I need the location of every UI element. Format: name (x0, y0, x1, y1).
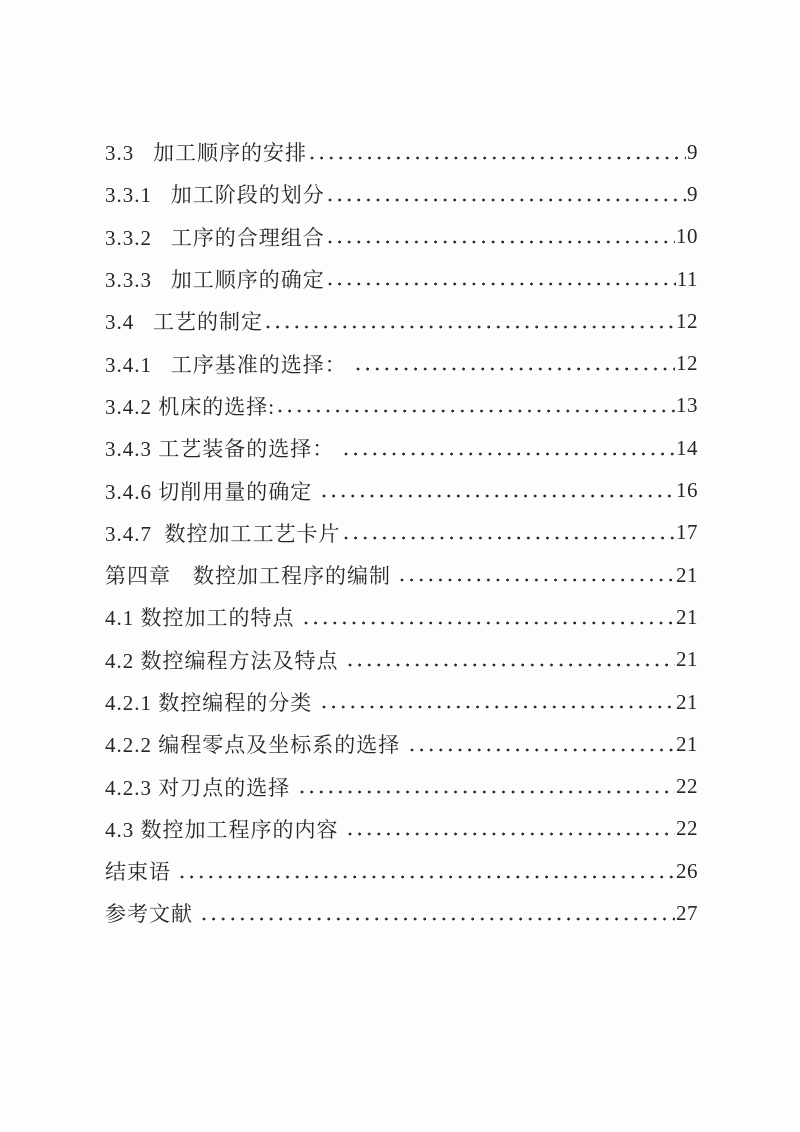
page-number: 27 (676, 900, 698, 925)
toc-row[interactable] (105, 723, 698, 765)
toc-row[interactable] (105, 512, 698, 554)
page-number: 26 (676, 858, 698, 883)
page-number: 22 (676, 816, 698, 841)
page-number: 22 (676, 774, 698, 799)
dot-leader (327, 173, 686, 215)
dot-leader (327, 216, 675, 258)
page-number: 9 (687, 139, 698, 164)
toc-row[interactable] (105, 300, 698, 342)
page-number: 13 (676, 393, 698, 418)
toc-entry-text: 3.4.6 切削用量的确定 (105, 479, 319, 504)
toc-row[interactable] (105, 681, 698, 723)
page-number: 21 (676, 731, 698, 756)
toc-entry-text: 3.4.7 数控加工工艺卡片 (105, 521, 341, 546)
toc-row[interactable] (105, 892, 698, 934)
toc-entry-text: 4.2.3 对刀点的选择 (105, 775, 297, 800)
toc-entry-text: 3.3.3 加工顺序的确定 (105, 268, 325, 293)
toc-row[interactable] (105, 639, 698, 681)
toc-row[interactable] (105, 342, 698, 384)
dot-leader (399, 554, 675, 596)
dot-leader (299, 765, 676, 807)
page-number: 17 (676, 520, 698, 545)
page-number: 21 (676, 689, 698, 714)
toc-entry-text: 4.2 数控编程方法及特点 (105, 648, 345, 673)
toc-row[interactable] (105, 469, 698, 511)
dot-leader (277, 385, 675, 427)
dot-leader (343, 512, 676, 554)
page-number: 12 (676, 351, 698, 376)
toc-entry-text: 结束语 (105, 860, 178, 885)
toc-entry-text: 3.4.2 机床的选择: (105, 394, 276, 419)
toc-row[interactable] (105, 173, 698, 215)
dot-leader (309, 131, 686, 173)
toc-entry-text: 4.1 数控加工的特点 (105, 606, 301, 631)
toc-row[interactable] (105, 427, 698, 469)
toc-row[interactable] (105, 216, 698, 258)
toc-entry-text: 3.3.1 加工阶段的划分 (105, 183, 325, 208)
page-number: 9 (687, 181, 698, 206)
toc-row[interactable] (105, 131, 698, 173)
dot-leader (321, 681, 676, 723)
toc-row[interactable] (105, 765, 698, 807)
toc-entry-text: 第四章 数控加工程序的编制 (105, 564, 398, 589)
dot-leader (409, 723, 676, 765)
toc-row[interactable] (105, 554, 698, 596)
dot-leader (347, 639, 675, 681)
page-number: 12 (676, 308, 698, 333)
toc-entry-text: 参考文献 (105, 902, 200, 927)
toc-entry-text: 4.3 数控加工程序的内容 (105, 817, 345, 842)
toc-row[interactable] (105, 258, 698, 300)
dot-leader (265, 300, 675, 342)
dot-leader (327, 258, 676, 300)
page-number: 16 (676, 478, 698, 503)
toc-entry-text: 3.3 加工顺序的安排 (105, 141, 307, 166)
page-number: 10 (676, 224, 698, 249)
toc-row[interactable] (105, 596, 698, 638)
dot-leader (355, 342, 675, 384)
page-number: 21 (676, 647, 698, 672)
toc-entry-text: 3.3.2 工序的合理组合 (105, 225, 325, 250)
page-number: 21 (676, 562, 698, 587)
dot-leader (303, 596, 675, 638)
dot-leader (347, 808, 675, 850)
page-number: 14 (676, 435, 698, 460)
toc-entry-text: 4.2.2 编程零点及坐标系的选择 (105, 733, 407, 758)
toc-row[interactable] (105, 385, 698, 427)
page-number: 11 (676, 266, 698, 291)
toc-row[interactable] (105, 808, 698, 850)
toc-list (105, 131, 698, 935)
dot-leader (179, 850, 675, 892)
dot-leader (343, 427, 676, 469)
dot-leader (201, 892, 675, 934)
page-number: 21 (676, 604, 698, 629)
toc-entry-text: 3.4.1 工序基准的选择： (105, 352, 353, 377)
toc-entry-text: 3.4.3 工艺装备的选择： (105, 437, 341, 462)
toc-entry-text: 4.2.1 数控编程的分类 (105, 691, 319, 715)
dot-leader (321, 469, 676, 511)
toc-row[interactable] (105, 850, 698, 892)
toc-entry-text: 3.4 工艺的制定 (105, 310, 263, 335)
